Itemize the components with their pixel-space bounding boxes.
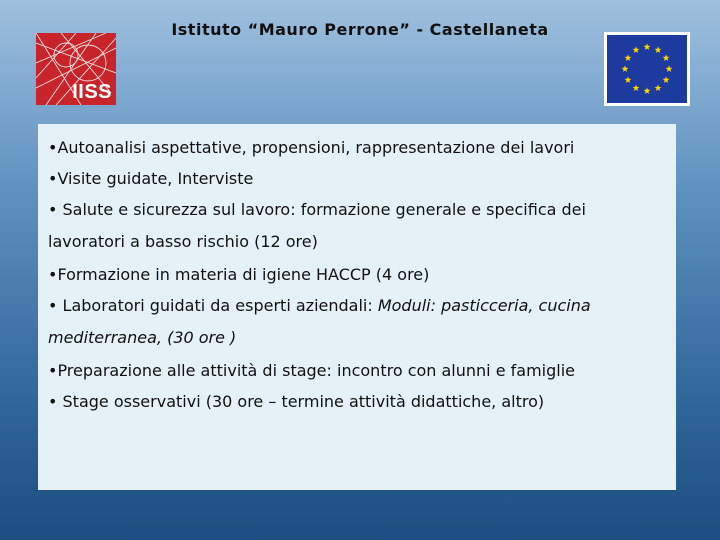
star-icon xyxy=(663,54,670,61)
content-box xyxy=(38,124,676,490)
star-icon xyxy=(666,65,673,72)
bullet-autoanalisi: •Autoanalisi aspettative, propensioni, rappresentazione dei lavori xyxy=(48,138,575,157)
bullet-haccp: •Formazione in materia di igiene HACCP (4 ore) xyxy=(48,265,430,284)
star-icon xyxy=(633,84,640,91)
star-icon xyxy=(625,76,632,83)
star-icon xyxy=(644,87,651,94)
stars-icon xyxy=(607,35,687,103)
star-icon xyxy=(622,65,629,72)
bullet-preparazione: •Preparazione alle attività di stage: incontro con alunni e famiglie xyxy=(48,361,575,380)
star-icon xyxy=(644,43,651,50)
page-title: Istituto “Mauro Perrone” - Castellaneta xyxy=(171,20,549,39)
bullet-laboratori xyxy=(48,290,668,354)
bullet-salute-sicurezza: • Salute e sicurezza sul lavoro: formazione generale e specifica dei lavoratori a basso rischio (12 ore) xyxy=(48,200,586,251)
iiss-logo xyxy=(36,33,116,105)
star-icon xyxy=(663,76,670,83)
star-icon xyxy=(633,46,640,53)
star-icon xyxy=(625,54,632,61)
bullet-visite: •Visite guidate, Interviste xyxy=(48,169,254,188)
star-icon xyxy=(655,46,662,53)
bullet-laboratori-moduli: Moduli: pasticceria, cucina mediterranea, (30 ore ) xyxy=(48,296,591,347)
bullet-stage: • Stage osservativi (30 ore – termine attività didattiche, altro) xyxy=(48,392,545,411)
logo-text: IISS xyxy=(72,81,112,103)
eu-flag-icon xyxy=(604,32,690,106)
bullet-laboratori-text: • Laboratori guidati da esperti aziendali: xyxy=(48,296,378,315)
star-icon xyxy=(655,84,662,91)
